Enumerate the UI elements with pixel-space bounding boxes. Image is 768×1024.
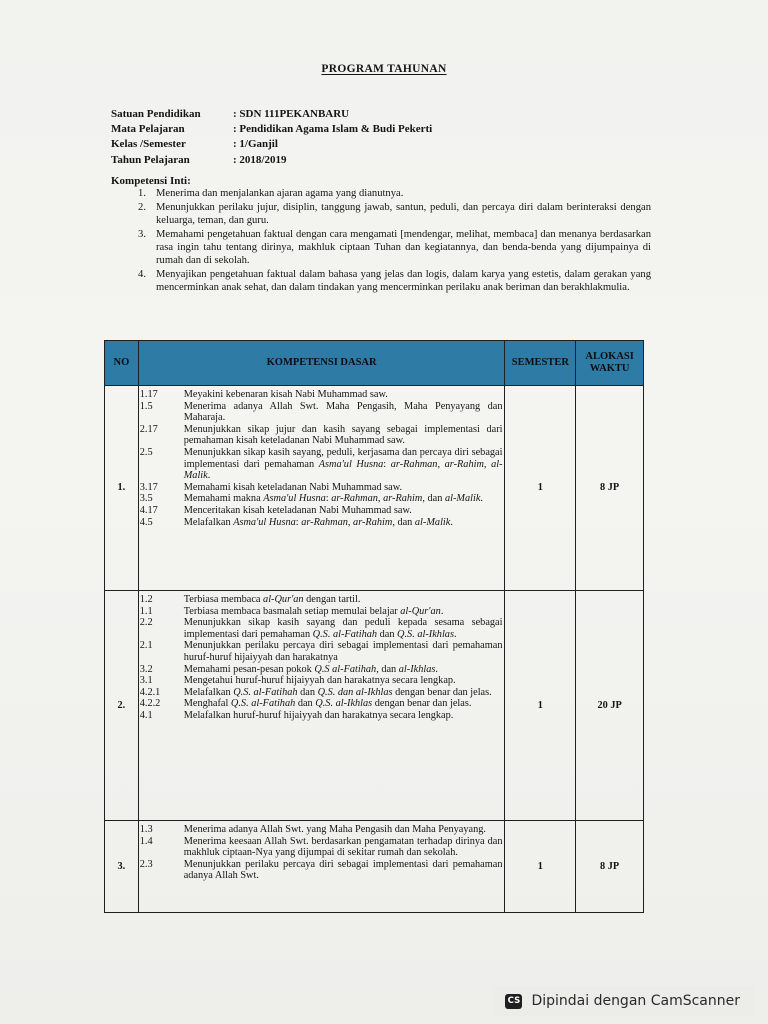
alokasi-waktu-cell: 8 JP: [576, 386, 644, 591]
kompetensi-dasar-table: [104, 340, 644, 913]
kd-text: Mengetahui huruf-huruf hijaiyyah dan harakatnya secara lengkap.: [183, 675, 456, 687]
kd-code: 1.4: [139, 835, 153, 847]
kd-text: Menunjukkan sikap jujur dan kasih sayang sebagai implementasi dari pemahaman kisah keteladanan Nabi Muhammad saw.: [183, 423, 503, 447]
semester-cell: 1: [505, 386, 576, 591]
kd-code: 1.3: [139, 824, 153, 835]
kd-text: Menerima keesaan Allah Swt. berdasarkan pengamatan terhadap dirinya dan makhluk ciptaan-Nya yang dijumpai di sekitar rumah dan sekolah.: [183, 835, 503, 859]
kd-code: 1.17: [139, 389, 158, 400]
kd-text: Menerima adanya Allah Swt. Maha Pengasih, Maha Penyayang dan Maharaja.: [183, 400, 503, 424]
list-item: 4. Menyajikan pengetahuan faktual dalam bahasa yang jelas dan logis, dalam karya yang estetis, dalam gerakan yang mencerminkan anak sehat, dan dalam tindakan yang mencerminkan perilaku anak beriman dan berakhlakmulia.: [138, 269, 651, 293]
kd-text: Terbiasa membaca basmalah setiap memulai belajar al-Qur'an.: [183, 605, 444, 617]
table-row: [105, 386, 644, 591]
list-item: [139, 824, 505, 836]
kd-text: Menunjukkan sikap kasih sayang dan peduli kepada sesama sebagai implementasi dari pemahaman Q.S. al-Fatihah dan Q.S. al-Ikhlas.: [183, 617, 503, 640]
kd-code: 3.5: [139, 493, 153, 505]
list-item: [139, 389, 505, 401]
kd-code: 4.5: [139, 516, 153, 528]
list-item: [139, 424, 505, 447]
kd-code: 3.17: [139, 481, 158, 493]
kd-code: 2.17: [139, 423, 158, 435]
kd-text: Menceritakan kisah keteladanan Nabi Muhammad saw.: [183, 504, 412, 516]
kd-code: 1.2: [139, 594, 153, 605]
list-item: [139, 640, 505, 663]
alokasi-waktu-cell: 8 JP: [576, 821, 644, 913]
kd-code: 1.5: [139, 400, 153, 412]
list-item: [139, 505, 505, 517]
header-semester: SEMESTER: [505, 341, 576, 386]
kd-text: Melafalkan Q.S. al-Fatihah dan Q.S. dan al-Ikhlas dengan benar dan jelas.: [183, 686, 492, 698]
kd-text: Meyakini kebenaran kisah Nabi Muhammad saw.: [183, 389, 388, 400]
kd-text: Melafalkan huruf-huruf hijaiyyah dan harakatnya secara lengkap.: [183, 709, 454, 721]
kompetensi-dasar-cell: [138, 386, 505, 591]
kd-text: Menunjukkan perilaku percaya diri sebagai implementasi dari pemahaman adanya Allah Swt.: [183, 858, 503, 882]
list-item: 3. Memahami pengetahuan faktual dengan cara mengamati [mendengar, melihat, membaca] dan menanya berdasarkan rasa ingin tahu tentang dirinya, makhluk ciptaan Tuhan dan kegiatannya, dan benda-benda yang dijumpainya di rumah dan di sekolah.: [138, 229, 651, 266]
list-item: [139, 859, 505, 882]
kd-text: Memahami makna Asma'ul Husna: ar-Rahman, ar-Rahim, dan al-Malik.: [183, 493, 483, 505]
list-item: 2. Menunjukkan perilaku jujur, disiplin, tanggung jawab, santun, peduli, dan percaya diri dalam berinteraksi dengan keluarga, teman, dan guru.: [138, 202, 651, 226]
kd-code: 4.2.2: [139, 698, 161, 710]
table-header-row: [105, 341, 644, 386]
list-item: [139, 594, 505, 606]
header-alokasi-waktu: ALOKASI WAKTU: [576, 341, 644, 386]
kd-code: 3.2: [139, 663, 153, 675]
scanner-label: Dipindai dengan CamScanner: [531, 993, 740, 1009]
header-kompetensi-dasar: KOMPETENSI DASAR: [138, 341, 505, 386]
row-number: 2.: [105, 591, 139, 821]
kd-code: 2.1: [139, 640, 153, 652]
identity-row: Satuan Pendidikan : SDN 111PEKANBARU: [111, 108, 350, 120]
kd-text: Menunjukkan sikap kasih sayang, peduli, kerjasama dan percaya diri sebagai implementasi dari pemahaman Asma'ul Husna: ar-Rahman, ar-Rahim, al-Malik.: [183, 446, 503, 482]
identity-row: Kelas /Semester : 1/Ganjil: [111, 138, 278, 151]
row-number: 3.: [105, 821, 139, 913]
kd-text: Menghafal Q.S. al-Fatihah dan Q.S. al-Ikhlas dengan benar dan jelas.: [183, 698, 472, 710]
page-title: PROGRAM TAHUNAN: [321, 63, 447, 75]
list-item: [139, 675, 505, 687]
kd-text: Memahami pesan-pesan pokok Q.S al-Fatihah, dan al-Ikhlas.: [183, 663, 438, 675]
semester-cell: 1: [505, 821, 576, 913]
kd-code: 4.17: [139, 504, 158, 516]
list-item: [139, 493, 505, 505]
row-number: 1.: [105, 386, 139, 591]
list-item: [139, 447, 505, 482]
kd-text: Terbiasa membaca al-Qur'an dengan tartil.: [183, 594, 361, 605]
kd-text: Menunjukkan perilaku percaya diri sebagai implementasi dari pemahaman huruf-huruf hijaiyyah dan harakatnya: [183, 640, 503, 663]
kd-code: 2.3: [139, 858, 153, 870]
semester-cell: 1: [505, 591, 576, 821]
kompetensi-dasar-cell: [138, 821, 505, 913]
kd-code: 1.1: [139, 605, 153, 617]
school-identity-block: [111, 107, 432, 168]
list-item: [139, 687, 505, 699]
table-body: [105, 386, 644, 913]
list-item: [139, 664, 505, 676]
list-item: [139, 517, 505, 529]
kd-code: 4.1: [139, 709, 153, 721]
alokasi-waktu-cell: 20 JP: [576, 591, 644, 821]
list-item: [139, 617, 505, 640]
list-item: [139, 836, 505, 859]
header-no: NO: [105, 341, 139, 386]
camscanner-logo-icon: CS: [505, 994, 522, 1009]
kd-text: Menerima adanya Allah Swt. yang Maha Pengasih dan Maha Penyayang.: [183, 824, 486, 835]
list-item: [139, 698, 505, 710]
kompetensi-inti-heading: Kompetensi Inti:: [111, 175, 191, 187]
kd-text: Melafalkan Asma'ul Husna: ar-Rahman, ar-Rahim, dan al-Malik.: [183, 516, 453, 528]
identity-row: Mata Pelajaran : Pendidikan Agama Islam & Budi Pekerti: [111, 123, 433, 136]
list-item: [139, 606, 505, 618]
identity-row: Tahun Pelajaran : 2018/2019: [111, 153, 287, 166]
kompetensi-dasar-cell: [138, 591, 505, 821]
kd-code: 4.2.1: [139, 686, 161, 698]
list-item: [139, 401, 505, 424]
kd-code: 2.5: [139, 446, 153, 458]
list-item: [139, 710, 505, 722]
kd-text: Memahami kisah keteladanan Nabi Muhammad saw.: [183, 481, 403, 493]
table-row: [105, 821, 644, 913]
kd-code: 2.2: [139, 617, 153, 629]
list-item: 1. Menerima dan menjalankan ajaran agama yang dianutnya.: [138, 188, 404, 199]
table-row: [105, 591, 644, 821]
list-item: [139, 482, 505, 494]
kompetensi-inti-list: [111, 187, 651, 295]
camscanner-badge: [495, 986, 754, 1016]
kd-code: 3.1: [139, 675, 153, 687]
